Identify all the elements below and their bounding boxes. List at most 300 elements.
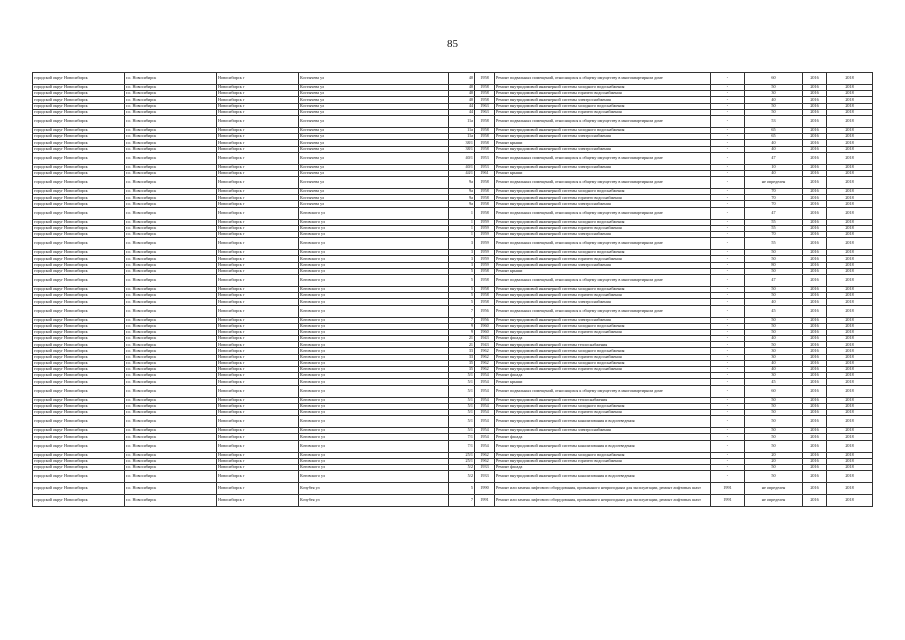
lift-year-cell: - [711, 348, 745, 354]
year-built-cell: 1958 [475, 286, 495, 292]
end-year-cell: 2018 [827, 360, 873, 366]
year-built-cell: 1954 [475, 397, 495, 403]
start-year-cell: 2016 [803, 305, 827, 317]
city-cell: Новосибирск г [217, 127, 299, 133]
year-built-cell: 1954 [475, 385, 495, 397]
district-cell: г.о. Новосибирск [125, 416, 217, 428]
city-cell: Новосибирск г [217, 274, 299, 286]
year-built-cell: 1958 [475, 91, 495, 97]
municipality-cell: городской округ Новосибирск [33, 164, 125, 170]
end-year-cell: 2018 [827, 207, 873, 219]
wear-cell: 70 [745, 201, 803, 207]
house-cell: 5/1 [449, 385, 475, 397]
district-cell: г.о. Новосибирск [125, 274, 217, 286]
table-body [33, 73, 873, 507]
street-cell: Кочубея ул [299, 483, 449, 495]
street-cell: Котовского ул [299, 256, 449, 262]
house-cell: 44/1 [449, 170, 475, 176]
lift-year-cell: - [711, 219, 745, 225]
table-row [33, 115, 873, 127]
district-cell: г.о. Новосибирск [125, 256, 217, 262]
house-cell: 40 [449, 97, 475, 103]
lift-year-cell: - [711, 85, 745, 91]
end-year-cell: 2018 [827, 238, 873, 250]
lift-year-cell: - [711, 397, 745, 403]
district-cell: г.о. Новосибирск [125, 146, 217, 152]
end-year-cell: 2018 [827, 409, 873, 415]
municipality-cell: городской округ Новосибирск [33, 85, 125, 91]
district-cell: г.о. Новосибирск [125, 73, 217, 85]
street-cell: Котовского ул [299, 286, 449, 292]
year-built-cell: 1958 [475, 201, 495, 207]
end-year-cell: 2018 [827, 329, 873, 335]
start-year-cell: 2016 [803, 367, 827, 373]
work-type-cell: Ремонт внутридомовой инженерной системы электроснабжения [495, 299, 711, 305]
end-year-cell: 2018 [827, 274, 873, 286]
house-cell: 11а [449, 115, 475, 127]
wear-cell: 45 [745, 305, 803, 317]
year-built-cell: 1963 [475, 109, 495, 115]
city-cell: Новосибирск г [217, 317, 299, 323]
wear-cell: 50 [745, 409, 803, 415]
wear-cell: 53 [745, 115, 803, 127]
house-cell: 5/2 [449, 471, 475, 483]
house-cell: 40/1 [449, 164, 475, 170]
end-year-cell: 2018 [827, 299, 873, 305]
district-cell: г.о. Новосибирск [125, 140, 217, 146]
start-year-cell: 2016 [803, 207, 827, 219]
table-row [33, 385, 873, 397]
work-type-cell: Ремонт внутридомовой инженерной системы электроснабжения [495, 97, 711, 103]
wear-cell: 30 [745, 348, 803, 354]
street-cell: Котовского ул [299, 293, 449, 299]
end-year-cell: 2018 [827, 177, 873, 189]
city-cell: Новосибирск г [217, 189, 299, 195]
house-cell: 38/1 [449, 146, 475, 152]
start-year-cell: 2016 [803, 219, 827, 225]
district-cell: г.о. Новосибирск [125, 329, 217, 335]
district-cell: г.о. Новосибирск [125, 385, 217, 397]
lift-year-cell: - [711, 127, 745, 133]
district-cell: г.о. Новосибирск [125, 336, 217, 342]
municipality-cell: городской округ Новосибирск [33, 471, 125, 483]
municipality-cell: городской округ Новосибирск [33, 452, 125, 458]
wear-cell: 60 [745, 385, 803, 397]
street-cell: Костычева ул [299, 91, 449, 97]
district-cell: г.о. Новосибирск [125, 458, 217, 464]
lift-year-cell: 1991 [711, 483, 745, 495]
street-cell: Котовского ул [299, 274, 449, 286]
work-type-cell: Ремонт фасада [495, 336, 711, 342]
year-built-cell: 1954 [475, 373, 495, 379]
wear-cell: 45 [745, 379, 803, 385]
start-year-cell: 2016 [803, 127, 827, 133]
start-year-cell: 2016 [803, 189, 827, 195]
municipality-cell: городской округ Новосибирск [33, 428, 125, 434]
municipality-cell: городской округ Новосибирск [33, 170, 125, 176]
district-cell: г.о. Новосибирск [125, 403, 217, 409]
street-cell: Костычева ул [299, 109, 449, 115]
street-cell: Костычева ул [299, 73, 449, 85]
district-cell: г.о. Новосибирск [125, 293, 217, 299]
municipality-cell: городской округ Новосибирск [33, 115, 125, 127]
house-cell: 3 [449, 238, 475, 250]
year-built-cell: 1963 [475, 103, 495, 109]
house-cell: 7 [449, 495, 475, 507]
work-type-cell: Ремонт подвальных помещений, относящихся к общему имуществу в многоквартирном доме [495, 305, 711, 317]
lift-year-cell: - [711, 103, 745, 109]
street-cell: Котовского ул [299, 440, 449, 452]
year-built-cell: 1962 [475, 354, 495, 360]
municipality-cell: городской округ Новосибирск [33, 360, 125, 366]
house-cell: 40 [449, 73, 475, 85]
house-cell: 5 [449, 293, 475, 299]
street-cell: Костычева ул [299, 134, 449, 140]
street-cell: Котовского ул [299, 360, 449, 366]
municipality-cell: городской округ Новосибирск [33, 232, 125, 238]
lift-year-cell: - [711, 403, 745, 409]
wear-cell: 50 [745, 397, 803, 403]
district-cell: г.о. Новосибирск [125, 219, 217, 225]
house-cell: 33 [449, 354, 475, 360]
wear-cell: 50 [745, 329, 803, 335]
street-cell: Котовского ул [299, 373, 449, 379]
house-cell: 25/1 [449, 458, 475, 464]
city-cell: Новосибирск г [217, 385, 299, 397]
district-cell: г.о. Новосибирск [125, 103, 217, 109]
city-cell: Новосибирск г [217, 177, 299, 189]
district-cell: г.о. Новосибирск [125, 164, 217, 170]
work-type-cell: Ремонт подвальных помещений, относящихся к общему имуществу в многоквартирном доме [495, 207, 711, 219]
wear-cell: 30 [745, 354, 803, 360]
work-type-cell: Ремонт подвальных помещений, относящихся к общему имуществу в многоквартирном доме [495, 238, 711, 250]
start-year-cell: 2016 [803, 140, 827, 146]
lift-year-cell: - [711, 434, 745, 440]
lift-year-cell: - [711, 250, 745, 256]
lift-year-cell: - [711, 262, 745, 268]
year-built-cell: 1958 [475, 207, 495, 219]
city-cell: Новосибирск г [217, 495, 299, 507]
work-type-cell: Ремонт внутридомовой инженерной системы канализования и водоотведения [495, 416, 711, 428]
lift-year-cell: - [711, 428, 745, 434]
wear-cell: 50 [745, 85, 803, 91]
lift-year-cell: - [711, 409, 745, 415]
municipality-cell: городской округ Новосибирск [33, 140, 125, 146]
work-type-cell: Ремонт внутридомовой инженерной системы электроснабжения [495, 146, 711, 152]
year-built-cell: 1954 [475, 416, 495, 428]
year-built-cell: 1960 [475, 329, 495, 335]
end-year-cell: 2018 [827, 348, 873, 354]
end-year-cell: 2018 [827, 170, 873, 176]
lift-year-cell: - [711, 164, 745, 170]
street-cell: Котовского ул [299, 409, 449, 415]
work-type-cell: Ремонт внутридомовой инженерной системы электроснабжения [495, 262, 711, 268]
start-year-cell: 2016 [803, 73, 827, 85]
start-year-cell: 2016 [803, 103, 827, 109]
street-cell: Костычева ул [299, 97, 449, 103]
wear-cell: 70 [745, 189, 803, 195]
end-year-cell: 2018 [827, 225, 873, 231]
street-cell: Котовского ул [299, 434, 449, 440]
district-cell: г.о. Новосибирск [125, 250, 217, 256]
wear-cell: 50 [745, 416, 803, 428]
street-cell: Котовского ул [299, 367, 449, 373]
district-cell: г.о. Новосибирск [125, 262, 217, 268]
municipality-cell: городской округ Новосибирск [33, 256, 125, 262]
street-cell: Котовского ул [299, 219, 449, 225]
year-built-cell: 1990 [475, 483, 495, 495]
year-built-cell: 1933 [475, 471, 495, 483]
house-cell: 5/2 [449, 464, 475, 470]
municipality-cell: городской округ Новосибирск [33, 354, 125, 360]
wear-cell: 30 [745, 91, 803, 97]
year-built-cell: 1958 [475, 73, 495, 85]
city-cell: Новосибирск г [217, 367, 299, 373]
start-year-cell: 2016 [803, 379, 827, 385]
work-type-cell: Ремонт внутридомовой инженерной системы холодного водоснабжения [495, 219, 711, 225]
start-year-cell: 2016 [803, 323, 827, 329]
municipality-cell: городской округ Новосибирск [33, 293, 125, 299]
city-cell: Новосибирск г [217, 115, 299, 127]
wear-cell: 65 [745, 134, 803, 140]
house-cell: 9а [449, 189, 475, 195]
start-year-cell: 2016 [803, 134, 827, 140]
city-cell: Новосибирск г [217, 97, 299, 103]
lift-year-cell: - [711, 360, 745, 366]
work-type-cell: Ремонт внутридомовой инженерной системы холодного водоснабжения [495, 403, 711, 409]
city-cell: Новосибирск г [217, 342, 299, 348]
start-year-cell: 2016 [803, 268, 827, 274]
street-cell: Котовского ул [299, 336, 449, 342]
end-year-cell: 2018 [827, 219, 873, 225]
lift-year-cell: - [711, 323, 745, 329]
lift-year-cell: - [711, 152, 745, 164]
street-cell: Котовского ул [299, 458, 449, 464]
work-type-cell: Ремонт или замена лифтового оборудования, признанного непригодным для эксплуатации, ремонт лифтовых шахт [495, 483, 711, 495]
district-cell: г.о. Новосибирск [125, 127, 217, 133]
street-cell: Котовского ул [299, 348, 449, 354]
house-cell: 9 [449, 329, 475, 335]
street-cell: Котовского ул [299, 207, 449, 219]
district-cell: г.о. Новосибирск [125, 134, 217, 140]
year-built-cell: 1959 [475, 232, 495, 238]
city-cell: Новосибирск г [217, 403, 299, 409]
wear-cell: 50 [745, 317, 803, 323]
start-year-cell: 2016 [803, 238, 827, 250]
end-year-cell: 2018 [827, 458, 873, 464]
wear-cell: 10 [745, 164, 803, 170]
end-year-cell: 2018 [827, 286, 873, 292]
house-cell: 5 [449, 286, 475, 292]
municipality-cell: городской округ Новосибирск [33, 91, 125, 97]
work-type-cell: Ремонт внутридомовой инженерной системы канализования и водоотведения [495, 471, 711, 483]
district-cell: г.о. Новосибирск [125, 152, 217, 164]
end-year-cell: 2018 [827, 164, 873, 170]
start-year-cell: 2016 [803, 152, 827, 164]
wear-cell: 50 [745, 250, 803, 256]
house-cell: 5/1 [449, 409, 475, 415]
street-cell: Котовского ул [299, 379, 449, 385]
city-cell: Новосибирск г [217, 360, 299, 366]
city-cell: Новосибирск г [217, 323, 299, 329]
district-cell: г.о. Новосибирск [125, 201, 217, 207]
wear-cell: 50 [745, 428, 803, 434]
street-cell: Костычева ул [299, 170, 449, 176]
start-year-cell: 2016 [803, 225, 827, 231]
house-cell: 7 [449, 305, 475, 317]
work-type-cell: Ремонт подвальных помещений, относящихся к общему имуществу в многоквартирном доме [495, 115, 711, 127]
street-cell: Котовского ул [299, 452, 449, 458]
work-type-cell: Ремонт подвальных помещений, относящихся к общему имуществу в многоквартирном доме [495, 152, 711, 164]
start-year-cell: 2016 [803, 85, 827, 91]
start-year-cell: 2016 [803, 177, 827, 189]
lift-year-cell: - [711, 367, 745, 373]
city-cell: Новосибирск г [217, 336, 299, 342]
street-cell: Котовского ул [299, 250, 449, 256]
end-year-cell: 2018 [827, 127, 873, 133]
lift-year-cell: - [711, 416, 745, 428]
start-year-cell: 2016 [803, 299, 827, 305]
work-type-cell: Ремонт фасада [495, 464, 711, 470]
house-cell: 5 [449, 274, 475, 286]
work-type-cell: Ремонт подвальных помещений, относящихся к общему имуществу в многоквартирном доме [495, 73, 711, 85]
district-cell: г.о. Новосибирск [125, 115, 217, 127]
house-cell: 38/1 [449, 140, 475, 146]
district-cell: г.о. Новосибирск [125, 189, 217, 195]
street-cell: Котовского ул [299, 329, 449, 335]
house-cell: 5 [449, 299, 475, 305]
house-cell: 3 [449, 250, 475, 256]
start-year-cell: 2016 [803, 91, 827, 97]
street-cell: Костычева ул [299, 195, 449, 201]
work-type-cell: Ремонт внутридомовой инженерной системы горячего водоснабжения [495, 109, 711, 115]
house-cell: 3 [449, 262, 475, 268]
wear-cell: 50 [745, 471, 803, 483]
city-cell: Новосибирск г [217, 109, 299, 115]
work-type-cell: Ремонт фасада [495, 373, 711, 379]
lift-year-cell: - [711, 305, 745, 317]
district-cell: г.о. Новосибирск [125, 434, 217, 440]
district-cell: г.о. Новосибирск [125, 238, 217, 250]
start-year-cell: 2016 [803, 342, 827, 348]
work-type-cell: Ремонт внутридомовой инженерной системы холодного водоснабжения [495, 348, 711, 354]
city-cell: Новосибирск г [217, 440, 299, 452]
end-year-cell: 2018 [827, 146, 873, 152]
work-type-cell: Ремонт крыши [495, 140, 711, 146]
city-cell: Новосибирск г [217, 225, 299, 231]
work-type-cell: Ремонт внутридомовой инженерной системы горячего водоснабжения [495, 256, 711, 262]
district-cell: г.о. Новосибирск [125, 232, 217, 238]
lift-year-cell: - [711, 336, 745, 342]
street-cell: Костычева ул [299, 152, 449, 164]
municipality-cell: городской округ Новосибирск [33, 97, 125, 103]
street-cell: Котовского ул [299, 464, 449, 470]
year-built-cell: 1958 [475, 146, 495, 152]
city-cell: Новосибирск г [217, 201, 299, 207]
house-cell: 5 [449, 268, 475, 274]
city-cell: Новосибирск г [217, 293, 299, 299]
city-cell: Новосибирск г [217, 305, 299, 317]
street-cell: Костычева ул [299, 146, 449, 152]
year-built-cell: 1958 [475, 85, 495, 91]
lift-year-cell: - [711, 293, 745, 299]
end-year-cell: 2018 [827, 323, 873, 329]
start-year-cell: 2016 [803, 286, 827, 292]
year-built-cell: 1962 [475, 348, 495, 354]
street-cell: Котовского ул [299, 428, 449, 434]
year-built-cell: 1959 [475, 250, 495, 256]
district-cell: г.о. Новосибирск [125, 360, 217, 366]
end-year-cell: 2018 [827, 73, 873, 85]
wear-cell: 50 [745, 440, 803, 452]
lift-year-cell: - [711, 385, 745, 397]
house-cell: 5/1 [449, 416, 475, 428]
work-type-cell: Ремонт внутридомовой инженерной системы холодного водоснабжения [495, 323, 711, 329]
end-year-cell: 2018 [827, 342, 873, 348]
lift-year-cell: - [711, 140, 745, 146]
city-cell: Новосибирск г [217, 452, 299, 458]
city-cell: Новосибирск г [217, 146, 299, 152]
end-year-cell: 2018 [827, 91, 873, 97]
district-cell: г.о. Новосибирск [125, 373, 217, 379]
year-built-cell: 1962 [475, 360, 495, 366]
district-cell: г.о. Новосибирск [125, 471, 217, 483]
work-type-cell: Ремонт внутридомовой инженерной системы горячего водоснабжения [495, 458, 711, 464]
year-built-cell: 1943 [475, 342, 495, 348]
city-cell: Новосибирск г [217, 238, 299, 250]
work-type-cell: Ремонт внутридомовой инженерной системы горячего водоснабжения [495, 91, 711, 97]
end-year-cell: 2018 [827, 471, 873, 483]
municipality-cell: городской округ Новосибирск [33, 134, 125, 140]
district-cell: г.о. Новосибирск [125, 464, 217, 470]
year-built-cell: 1943 [475, 336, 495, 342]
work-type-cell: Ремонт внутридомовой инженерной системы горячего водоснабжения [495, 195, 711, 201]
city-cell: Новосибирск г [217, 152, 299, 164]
lift-year-cell: - [711, 354, 745, 360]
house-cell: 21 [449, 342, 475, 348]
municipality-cell: городской округ Новосибирск [33, 323, 125, 329]
municipality-cell: городской округ Новосибирск [33, 373, 125, 379]
year-built-cell: 1959 [475, 238, 495, 250]
end-year-cell: 2018 [827, 336, 873, 342]
year-built-cell: 1956 [475, 317, 495, 323]
end-year-cell: 2018 [827, 256, 873, 262]
table-row [33, 73, 873, 85]
wear-cell: не определен [745, 177, 803, 189]
end-year-cell: 2018 [827, 464, 873, 470]
repair-schedule-table [32, 72, 873, 507]
district-cell: г.о. Новосибирск [125, 305, 217, 317]
house-cell: 1 [449, 219, 475, 225]
city-cell: Новосибирск г [217, 373, 299, 379]
house-cell: 5/1 [449, 379, 475, 385]
end-year-cell: 2018 [827, 97, 873, 103]
work-type-cell: Ремонт внутридомовой инженерной системы электроснабжения [495, 201, 711, 207]
street-cell: Костычева ул [299, 115, 449, 127]
wear-cell: не определен [745, 495, 803, 507]
street-cell: Костычева ул [299, 177, 449, 189]
district-cell: г.о. Новосибирск [125, 495, 217, 507]
work-type-cell: Ремонт внутридомовой инженерной системы холодного водоснабжения [495, 103, 711, 109]
start-year-cell: 2016 [803, 97, 827, 103]
start-year-cell: 2016 [803, 256, 827, 262]
house-cell: 21 [449, 336, 475, 342]
lift-year-cell: - [711, 299, 745, 305]
municipality-cell: городской округ Новосибирск [33, 317, 125, 323]
lift-year-cell: - [711, 238, 745, 250]
start-year-cell: 2016 [803, 293, 827, 299]
wear-cell: 40 [745, 170, 803, 176]
